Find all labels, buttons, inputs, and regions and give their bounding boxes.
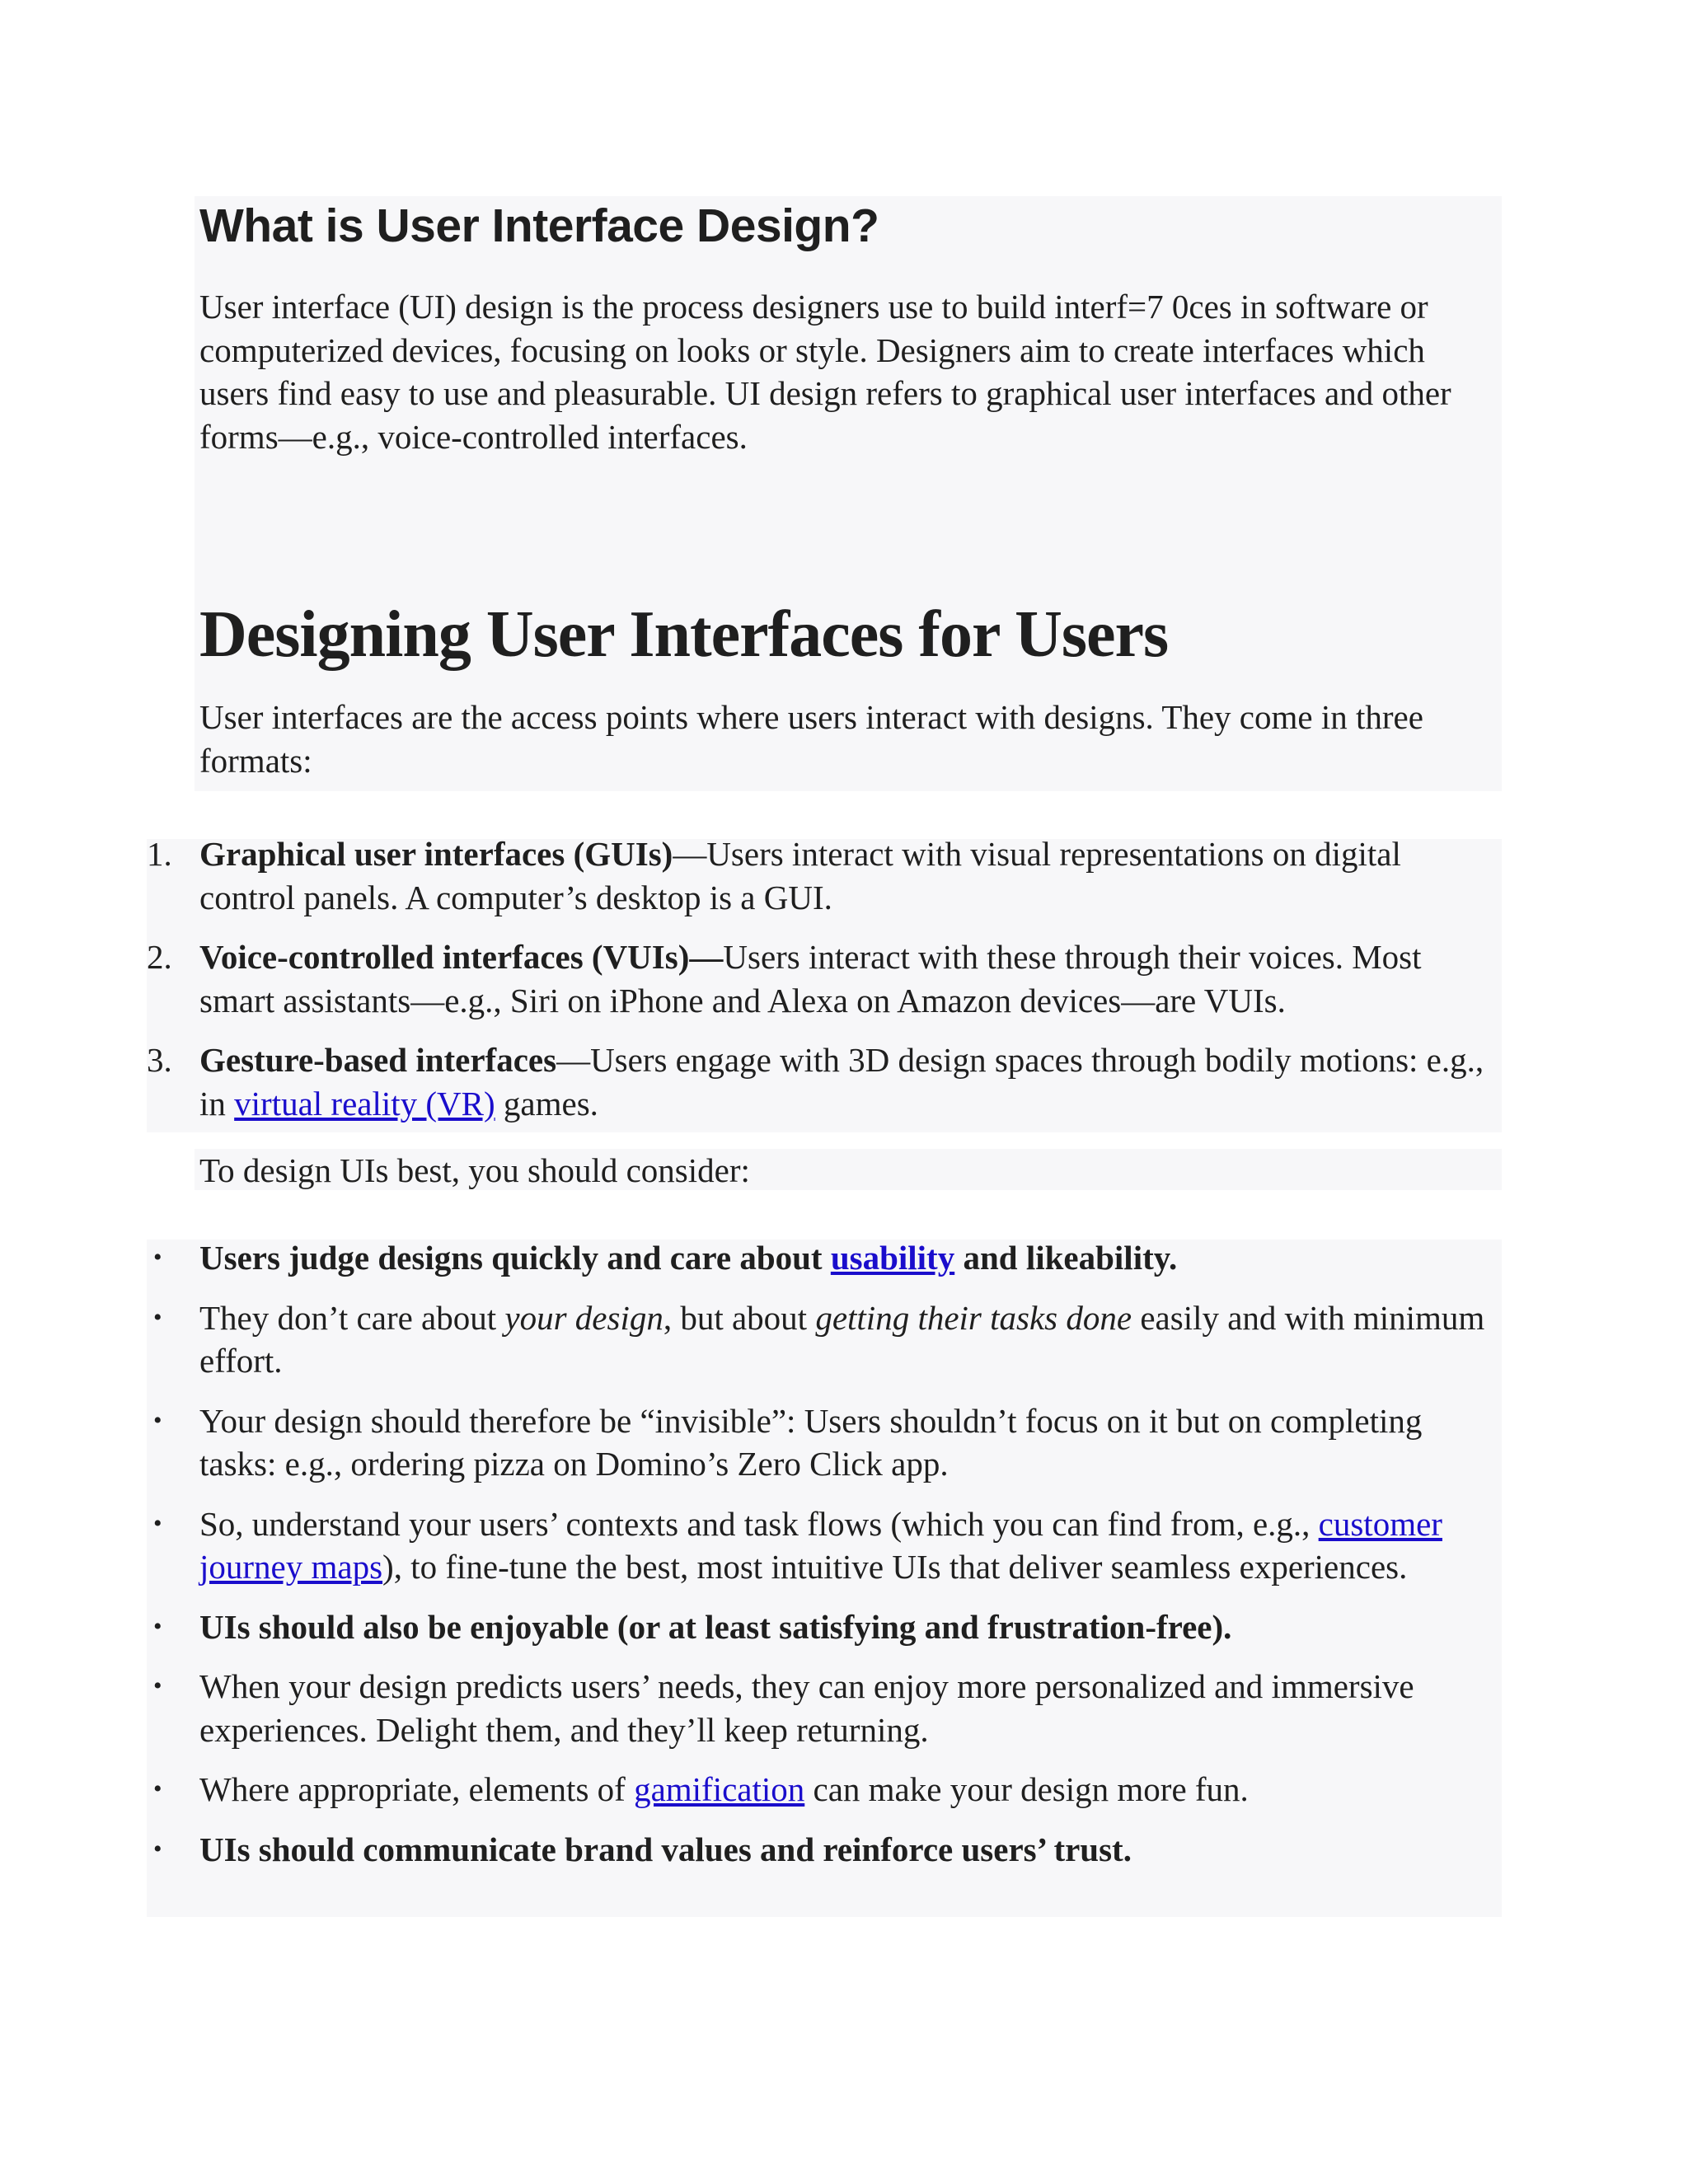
bullet-icon: • <box>153 1244 162 1271</box>
formats-intro-paragraph: User interfaces are the access points where users interact with designs. They come in three formats: <box>199 698 1423 780</box>
bullet-item-journey <box>0 1502 1502 1589</box>
usability-link[interactable]: usability <box>830 1239 955 1277</box>
term-gui: Graphical user interfaces (GUIs) <box>199 835 673 873</box>
list-item-text: —Users engage with 3D design spaces through bodily motions: e.g., in <box>199 1041 1484 1122</box>
bullet-text: , but about <box>663 1298 816 1337</box>
bullet-item-enjoyable <box>0 1605 1502 1649</box>
term-vui: Voice-controlled interfaces (VUIs)— <box>199 938 724 976</box>
bullet-text: can make your design more fun. <box>804 1770 1249 1808</box>
bullet-icon: • <box>153 1775 162 1802</box>
bullet-icon: • <box>153 1612 162 1640</box>
bullet-item-tasks <box>0 1296 1502 1383</box>
list-number: 2. <box>147 938 172 976</box>
bullet-text: So, understand your users’ contexts and task flows (which you can find from, e.g., <box>199 1504 1319 1543</box>
list-number: 3. <box>147 1041 172 1079</box>
bullet-item-brand <box>0 1828 1502 1872</box>
list-item-text: games. <box>495 1084 598 1122</box>
emphasis-tasks-done: getting their tasks done <box>815 1298 1132 1337</box>
customer-journey-maps-link[interactable]: customer journey maps <box>199 1504 1442 1586</box>
bullet-text: UIs should also be enjoyable (or at least satisfying and frustration-free). <box>199 1607 1232 1646</box>
bullet-text: ), to fine-tune the best, most intuitive UIs that deliver seamless experiences. <box>382 1548 1408 1586</box>
term-gesture: Gesture-based interfaces <box>199 1041 557 1079</box>
bullet-icon: • <box>153 1509 162 1537</box>
emphasis-your-design: your design <box>504 1298 663 1337</box>
bullet-icon: • <box>153 1406 162 1434</box>
bullet-icon: • <box>153 1835 162 1863</box>
list-item-text: Users interact with these through their voices. Most smart assistants—e.g., Siri on iPhone and Alexa on Amazon devices—are VUIs. <box>199 938 1422 1019</box>
section-heading-what-is-ui-design: What is User Interface Design? <box>199 199 879 252</box>
bullet-item-gamification <box>0 1768 1502 1811</box>
bullet-text: Where appropriate, elements of <box>199 1770 635 1808</box>
list-number: 1. <box>147 835 172 873</box>
bullet-text: They don’t care about <box>199 1298 505 1337</box>
list-item-text: —Users interact with visual representations on digital control panels. A computer’s desktop is a GUI. <box>199 835 1401 916</box>
bullet-icon: • <box>153 1303 162 1331</box>
bullet-item-invisible <box>0 1399 1502 1486</box>
bullet-icon: • <box>153 1672 162 1699</box>
bullet-text: UIs should communicate brand values and reinforce users’ trust. <box>199 1830 1132 1868</box>
bullet-text: easily and with minimum effort. <box>199 1298 1485 1380</box>
list-item-vui <box>0 935 1502 1022</box>
gamification-link[interactable]: gamification <box>634 1770 805 1808</box>
bullet-item-predicts <box>0 1665 1502 1751</box>
bullet-text: Your design should therefore be “invisible”: Users shouldn’t focus on it but on completing tasks: e.g., ordering pizza on Domino’s Zero Click app. <box>199 1401 1423 1483</box>
list-item-gui <box>0 832 1502 919</box>
virtual-reality-link[interactable]: virtual reality (VR) <box>234 1084 495 1122</box>
bullet-text: and likeability. <box>954 1239 1178 1277</box>
intro-paragraph: User interface (UI) design is the process designers use to build interf=7 0ces in software or computerized devices, focusing on looks or style. Designers aim to create interfaces which users find easy to use and pleasurable. UI design refers to graphical user interfaces and other forms—e.g., voice-controlled interfaces. <box>199 288 1451 456</box>
considerations-bullet-list <box>0 1236 1688 1871</box>
formats-ordered-list <box>0 832 1688 1125</box>
consider-paragraph: To design UIs best, you should consider: <box>199 1151 750 1189</box>
list-item-gesture <box>0 1038 1502 1125</box>
bullet-text: When your design predicts users’ needs, they can enjoy more personalized and immersive experiences. Delight them, and they’ll keep returning. <box>199 1667 1414 1749</box>
bullet-item-judge <box>0 1236 1502 1280</box>
bullet-text: Users judge designs quickly and care about <box>199 1239 831 1277</box>
page-title-designing-user-interfaces: Designing User Interfaces for Users <box>199 598 1169 671</box>
